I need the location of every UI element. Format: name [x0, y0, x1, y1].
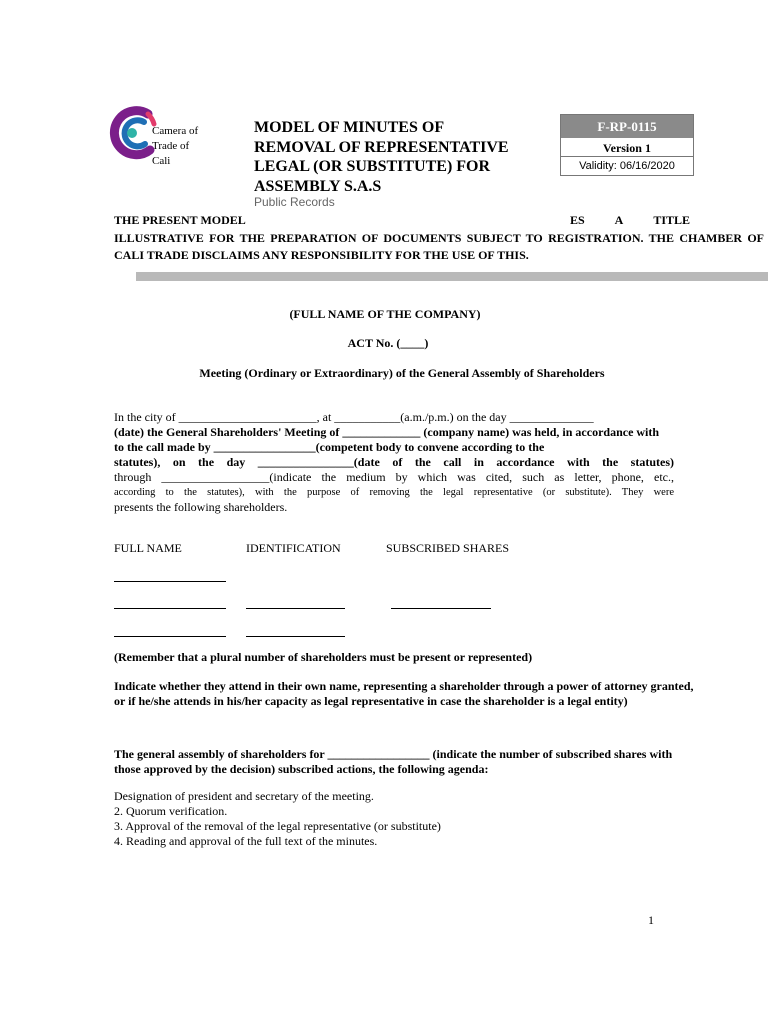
- disclaimer-word: ES: [569, 213, 585, 227]
- form-code-box: [560, 114, 694, 176]
- agenda-item: 4. Reading and approval of the full text of the minutes.: [114, 834, 378, 848]
- paragraph-line: (date) the General Shareholders' Meeting of _____________ (company name) was held, in accordance with: [114, 425, 660, 439]
- blank-line: [114, 608, 226, 609]
- paragraph-line: through __________________(indicate the medium by which was cited, such as letter, phone, etc.,: [114, 470, 674, 484]
- disclaimer-line-1: [114, 213, 764, 228]
- blank-line: [114, 636, 226, 637]
- paragraph-line: The general assembly of shareholders for _________________ (indicate the number of subscribed shares with: [114, 747, 673, 761]
- company-name-heading: (FULL NAME OF THE COMPANY): [289, 307, 481, 321]
- column-identification: IDENTIFICATION: [246, 541, 341, 555]
- disclaimer-line-2: ILLUSTRATIVE FOR THE PREPARATION OF DOCUMENTS SUBJECT TO REGISTRATION. THE CHAMBER OF: [114, 231, 764, 245]
- paragraph-line: In the city of _______________________, at ___________(a.m./p.m.) on the day ______________: [114, 410, 594, 424]
- divider-bar: [136, 272, 768, 281]
- title-line: ASSEMBLY S.A.S: [254, 177, 382, 195]
- form-code: F-RP-0115: [561, 115, 693, 138]
- logo-text: [152, 124, 198, 169]
- title-line: LEGAL (OR SUBSTITUTE) FOR: [254, 158, 491, 175]
- disclaimer-word: A: [614, 213, 624, 227]
- logo-line-3: Cali: [152, 155, 171, 167]
- disclaimer-text: THE PRESENT MODEL: [114, 213, 246, 227]
- column-subscribed-shares: SUBSCRIBED SHARES: [386, 541, 510, 555]
- agenda-list: [114, 789, 441, 849]
- paragraph-line: statutes), on the day ________________(date of the call in accordance with the statutes): [114, 455, 674, 469]
- paragraph-line: according to the statutes), with the purpose of removing the legal representative (or substitute). They were: [114, 487, 674, 498]
- agenda-item: 2. Quorum verification.: [114, 804, 228, 818]
- logo-line-2: Trade of: [152, 140, 190, 152]
- meeting-heading: Meeting (Ordinary or Extraordinary) of the General Assembly of Shareholders: [199, 366, 605, 380]
- paragraph-line: to the call made by _________________(competent body to convene according to the: [114, 440, 545, 454]
- agenda-item: 3. Approval of the removal of the legal representative (or substitute): [114, 819, 441, 833]
- document-title: [254, 118, 554, 196]
- form-validity: Validity: 06/16/2020: [579, 160, 675, 172]
- disclaimer-word: TITLE: [653, 213, 690, 227]
- logo-line-1: Camera of: [152, 125, 199, 137]
- attendance-note: [114, 679, 714, 709]
- paragraph-line: those approved by the decision) subscribed actions, the following agenda:: [114, 762, 489, 776]
- act-number-heading: ACT No. (____): [347, 336, 429, 350]
- plural-note: (Remember that a plural number of shareholders must be present or represented): [114, 650, 533, 664]
- column-full-name: FULL NAME: [114, 541, 182, 555]
- blank-line: [246, 608, 345, 609]
- agenda-item: Designation of president and secretary of the meeting.: [114, 789, 374, 803]
- note-line: or if he/she attends in his/her capacity as legal representative in case the shareholder is a legal entity): [114, 694, 628, 708]
- blank-line: [246, 636, 345, 637]
- title-line: MODEL OF MINUTES OF: [254, 119, 445, 136]
- blank-line: [114, 581, 226, 582]
- document-subtitle: Public Records: [254, 195, 335, 209]
- title-line: REMOVAL OF REPRESENTATIVE: [254, 138, 509, 156]
- note-line: Indicate whether they attend in their own name, representing a shareholder through a power of attorney granted,: [114, 679, 694, 693]
- meeting-intro-paragraph: [114, 410, 674, 515]
- form-version: Version 1: [561, 138, 693, 157]
- disclaimer-line-3: CALI TRADE DISCLAIMS ANY RESPONSIBILITY FOR THE USE OF THIS.: [114, 248, 529, 262]
- blank-line: [391, 608, 491, 609]
- page-number: 1: [648, 913, 654, 927]
- agenda-intro-paragraph: [114, 747, 694, 777]
- paragraph-line: presents the following shareholders.: [114, 500, 288, 514]
